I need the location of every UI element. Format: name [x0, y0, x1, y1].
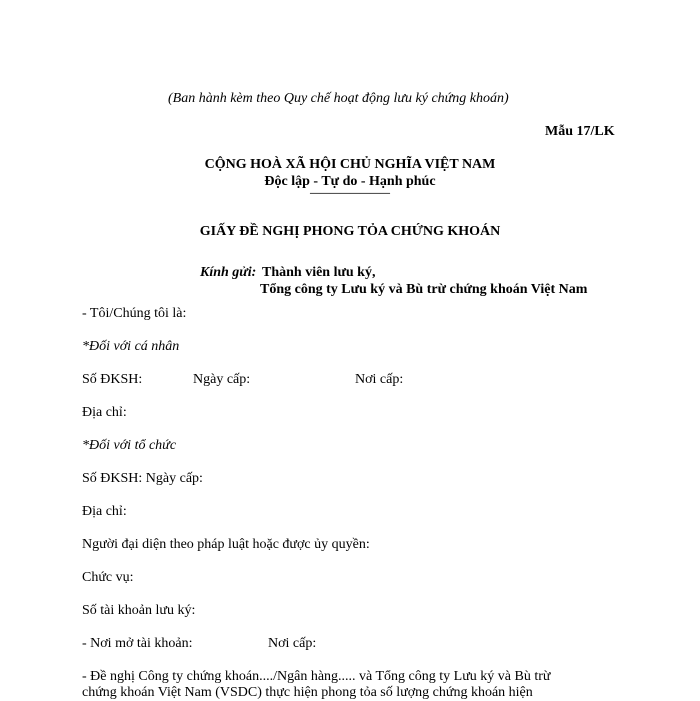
intro-line: - Tôi/Chúng tôi là: [82, 306, 187, 321]
addressee-line-2: Tổng công ty Lưu ký và Bù trừ chứng khoán Việt Nam [260, 282, 588, 297]
national-motto: Độc lập - Tự do - Hạnh phúc [264, 174, 436, 189]
position-label: Chức vụ: [82, 570, 134, 585]
form-code: Mẫu 17/LK [545, 124, 615, 139]
document-title: GIẤY ĐỀ NGHỊ PHONG TỎA CHỨNG KHOÁN [199, 224, 501, 239]
country-heading: CỘNG HOÀ XÃ HỘI CHỦ NGHĨA VIỆT NAM [204, 157, 496, 172]
individual-heading: *Đối với cá nhân [82, 339, 180, 354]
account-opened-at-label: - Nơi mở tài khoản: [82, 636, 193, 651]
individual-address-label: Địa chỉ: [82, 405, 127, 420]
issued-with-note: (Ban hành kèm theo Quy chế hoạt động lưu ký chứng khoán) [168, 91, 509, 106]
addressee-line-1: Thành viên lưu ký, [262, 265, 376, 280]
organization-heading: *Đối với tổ chức [82, 438, 177, 453]
account-issue-place-label: Nơi cấp: [268, 636, 317, 651]
request-line-2: chứng khoán Việt Nam (VSDC) thực hiện phong tỏa số lượng chứng khoán hiện [82, 685, 533, 700]
organization-reg-issue-label: Số ĐKSH: Ngày cấp: [82, 471, 203, 486]
individual-issue-date-label: Ngày cấp: [193, 372, 251, 387]
request-line-1: - Đề nghị Công ty chứng khoán..../Ngân hàng..... và Tổng công ty Lưu ký và Bù trừ [82, 669, 551, 684]
individual-issue-place-label: Nơi cấp: [355, 372, 404, 387]
organization-address-label: Địa chỉ: [82, 504, 127, 519]
addressee-label: Kính gửi: [200, 265, 257, 280]
individual-reg-no-label: Số ĐKSH: [82, 372, 143, 387]
motto-divider: ———————— [310, 188, 390, 199]
representative-label: Người đại diện theo pháp luật hoặc được ủy quyền: [82, 537, 370, 552]
account-number-label: Số tài khoản lưu ký: [82, 603, 196, 618]
